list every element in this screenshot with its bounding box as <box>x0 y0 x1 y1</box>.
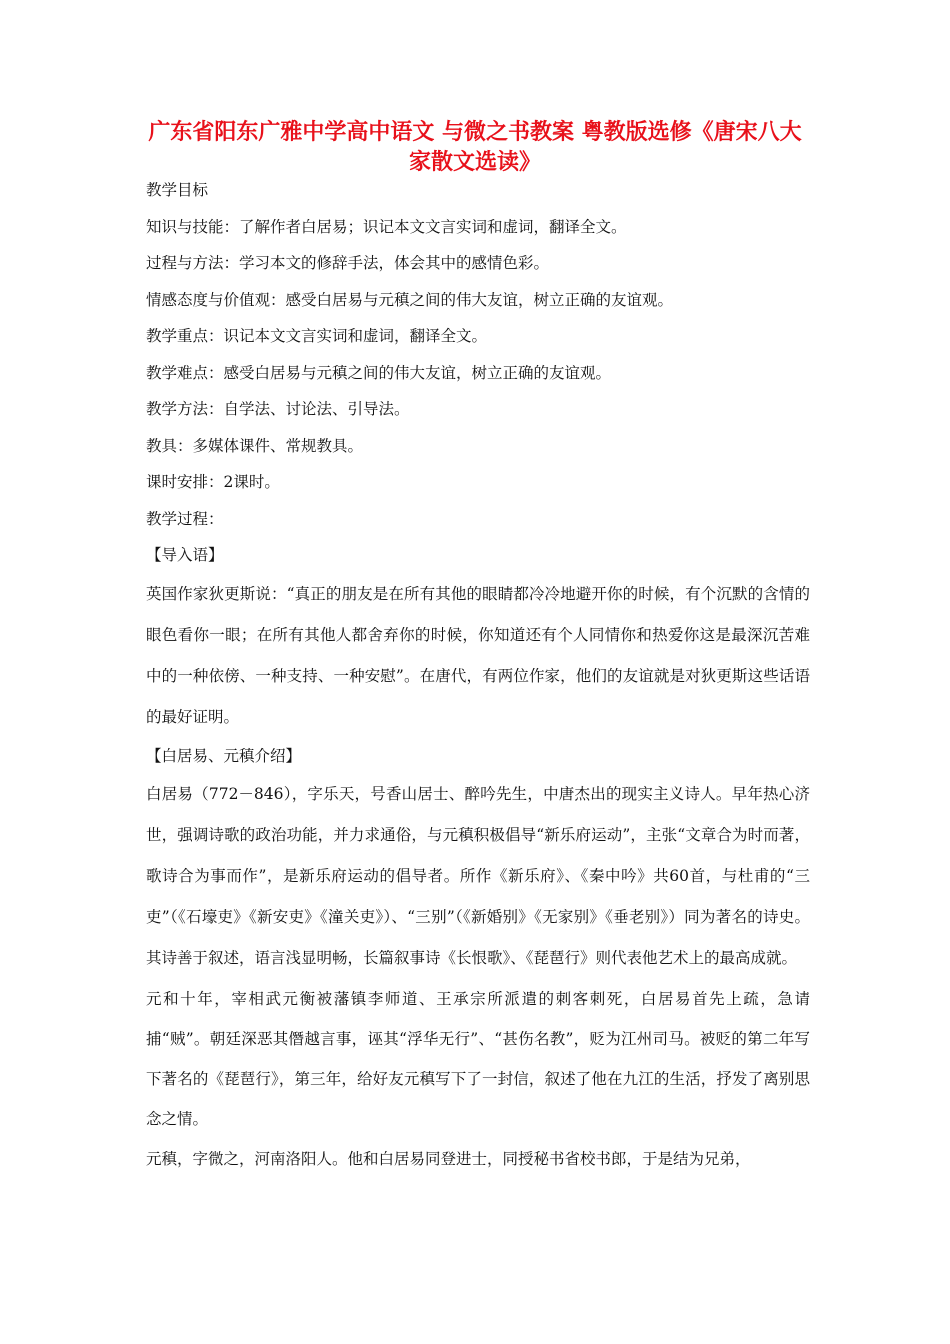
teaching-difficulty-line: 教学难点：感受白居易与元稹之间的伟大友谊，树立正确的友谊观。 <box>146 363 612 382</box>
teaching-process-heading: 教学过程： <box>146 509 224 528</box>
intro-heading: 【导入语】 <box>146 546 224 564</box>
teaching-goals-heading: 教学目标 <box>146 181 209 199</box>
intro-paragraph: 英国作家狄更斯说：“真正的朋友是在所有其他的眼睛都冷冷地避开你的时候，有个沉默的含情的眼色看你一眼；在所有其他人都舍弃你的时候，你知道还有个人同情你和热爱你这是最深沉苦难中的一种依傍、一种支持、一种安慰”。在唐代，有两位作家，他们的友谊就是对狄更斯这些话语的最好证明。 <box>146 584 810 726</box>
teaching-focus-line: 教学重点：识记本文文言实词和虚词，翻译全文。 <box>146 327 488 345</box>
yuanhe-paragraph: 元和十年，宰相武元衡被藩镇李师道、王承宗所派遣的刺客刺死，白居易首先上疏，急请捕“贼”。朝廷深恶其僭越言事，诬其“浮华无行”、“甚伤名教”，贬为江州司马。被贬的第二年写下著名的《琵琶行》，第三年，给好友元稹写下了一封信，叙述了他在九江的生活，抒发了离别思念之情。 <box>146 990 810 1128</box>
emotion-values-line: 情感态度与价值观：感受白居易与元稹之间的伟大友谊，树立正确的友谊观。 <box>146 290 674 309</box>
knowledge-skills-line: 知识与技能：了解作者白居易；识记本文文言实词和虚词，翻译全文。 <box>146 217 627 236</box>
teaching-method-line: 教学方法：自学法、讨论法、引导法。 <box>146 400 410 418</box>
teaching-tools-line: 教具：多媒体课件、常规教具。 <box>146 436 364 455</box>
yuan-zhen-paragraph: 元稹，字微之，河南洛阳人。他和白居易同登进士，同授秘书省校书郎，于是结为兄弟， <box>146 1150 751 1168</box>
process-methods-line: 过程与方法：学习本文的修辞手法，体会其中的感情色彩。 <box>146 254 550 272</box>
class-hours-line: 课时安排：2课时。 <box>146 473 280 491</box>
author-intro-heading: 【白居易、元稹介绍】 <box>146 746 302 765</box>
bai-juyi-paragraph: 白居易（772－846），字乐天，号香山居士、醉吟先生，中唐杰出的现实主义诗人。早年热心济世，强调诗歌的政治功能，并力求通俗，与元稹积极倡导“新乐府运动”，主张“文章合为时而著，歌诗合为事而作”，是新乐府运动的倡导者。所作《新乐府》、《秦中吟》共60首，与杜甫的“三吏”（《石壕吏》《新安吏》《潼关吏》）、“三别”（《新婚别》《无家别》《垂老别》）同为著名的诗史。其诗善于叙述，语言浅显明畅，长篇叙事诗《长恨歌》、《琵琶行》则代表他艺术上的最高成就。 <box>146 785 810 967</box>
document-body <box>146 172 810 1180</box>
document-title: 广东省阳东广雅中学高中语文 与微之书教案 粤教版选修《唐宋八大家散文选读》 <box>148 120 802 175</box>
